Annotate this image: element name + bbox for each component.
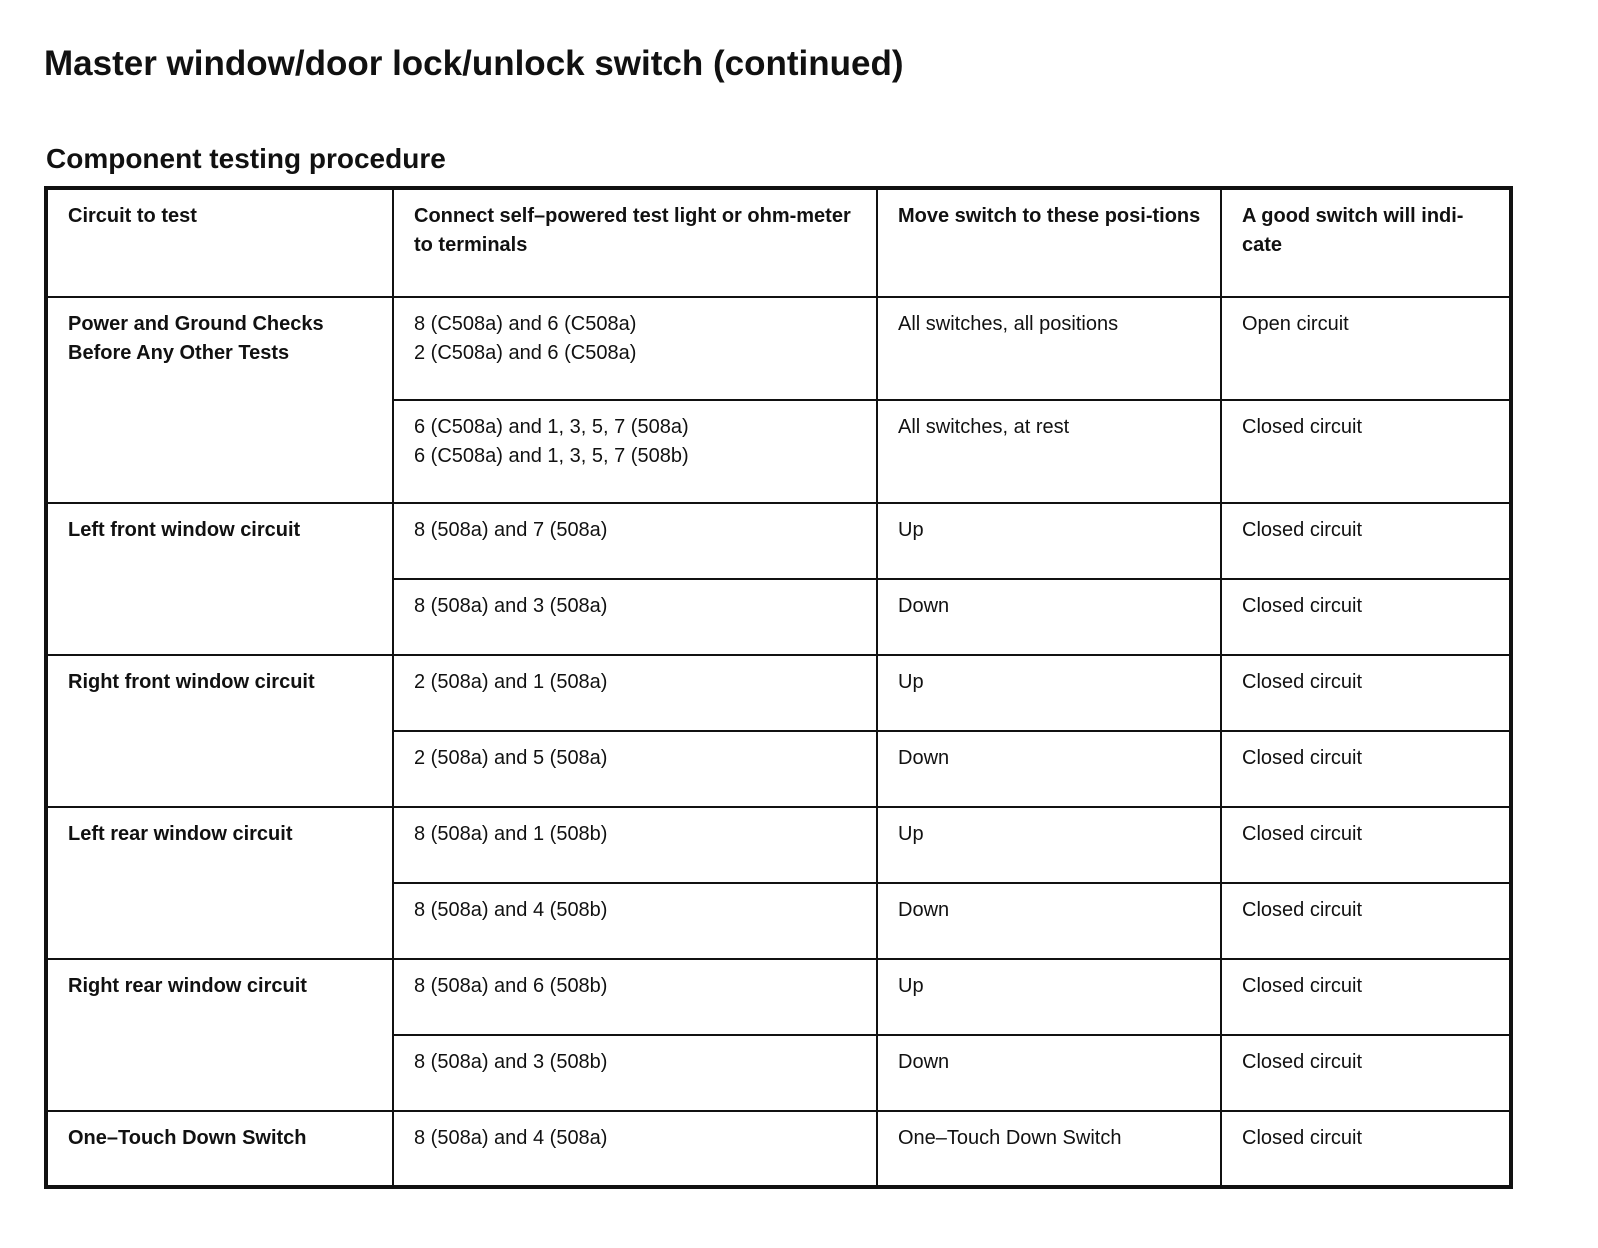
table-row [46,807,1511,883]
positions-cell: Up [877,503,1221,579]
terminals-cell [393,400,877,503]
positions-cell: Up [877,655,1221,731]
section-subtitle: Component testing procedure [46,143,446,174]
terminals-line: 8 (C508a) and 6 (C508a) [414,313,637,335]
positions-cell: Up [877,807,1221,883]
circuit-cell: Right rear window circuit [46,959,393,1111]
terminals-line: 6 (C508a) and 1, 3, 5, 7 (508b) [414,445,689,467]
result-cell: Closed circuit [1221,400,1511,503]
result-cell: Closed circuit [1221,883,1511,959]
component-testing-table [44,186,1513,1189]
positions-cell: All switches, at rest [877,400,1221,503]
header-positions: Move switch to these posi-tions [877,188,1221,297]
terminals-cell: 8 (508a) and 1 (508b) [393,807,877,883]
table-row [46,959,1511,1035]
terminals-cell: 8 (508a) and 6 (508b) [393,959,877,1035]
result-cell: Closed circuit [1221,655,1511,731]
circuit-cell: One–Touch Down Switch [46,1111,393,1187]
page-title: Master window/door lock/unlock switch (continued) [44,44,904,83]
result-cell: Open circuit [1221,297,1511,400]
result-cell: Closed circuit [1221,731,1511,807]
positions-cell: Down [877,731,1221,807]
result-cell: Closed circuit [1221,807,1511,883]
terminals-cell [393,297,877,400]
header-result: A good switch will indi-cate [1221,188,1511,297]
result-cell: Closed circuit [1221,579,1511,655]
table-header-row [46,188,1511,297]
terminals-cell: 8 (508a) and 3 (508a) [393,579,877,655]
table-row [46,503,1511,579]
positions-cell: Up [877,959,1221,1035]
positions-cell: Down [877,883,1221,959]
circuit-cell: Left front window circuit [46,503,393,655]
terminals-cell: 8 (508a) and 4 (508b) [393,883,877,959]
header-circuit: Circuit to test [46,188,393,297]
terminals-cell: 8 (508a) and 7 (508a) [393,503,877,579]
terminals-line: 2 (C508a) and 6 (C508a) [414,342,637,364]
result-cell: Closed circuit [1221,1111,1511,1187]
positions-cell: One–Touch Down Switch [877,1111,1221,1187]
result-cell: Closed circuit [1221,959,1511,1035]
terminals-cell: 8 (508a) and 3 (508b) [393,1035,877,1111]
circuit-cell: Right front window circuit [46,655,393,807]
table-row [46,297,1511,400]
terminals-line: 6 (C508a) and 1, 3, 5, 7 (508a) [414,416,689,438]
header-terminals: Connect self–powered test light or ohm-meter to terminals [393,188,877,297]
result-cell: Closed circuit [1221,1035,1511,1111]
positions-cell: Down [877,1035,1221,1111]
terminals-cell: 2 (508a) and 1 (508a) [393,655,877,731]
circuit-cell: Left rear window circuit [46,807,393,959]
positions-cell: All switches, all positions [877,297,1221,400]
result-cell: Closed circuit [1221,503,1511,579]
circuit-cell: Power and Ground Checks Before Any Other Tests [46,297,393,503]
positions-cell: Down [877,579,1221,655]
table-row [46,1111,1511,1187]
terminals-cell: 2 (508a) and 5 (508a) [393,731,877,807]
table-row [46,655,1511,731]
terminals-cell: 8 (508a) and 4 (508a) [393,1111,877,1187]
